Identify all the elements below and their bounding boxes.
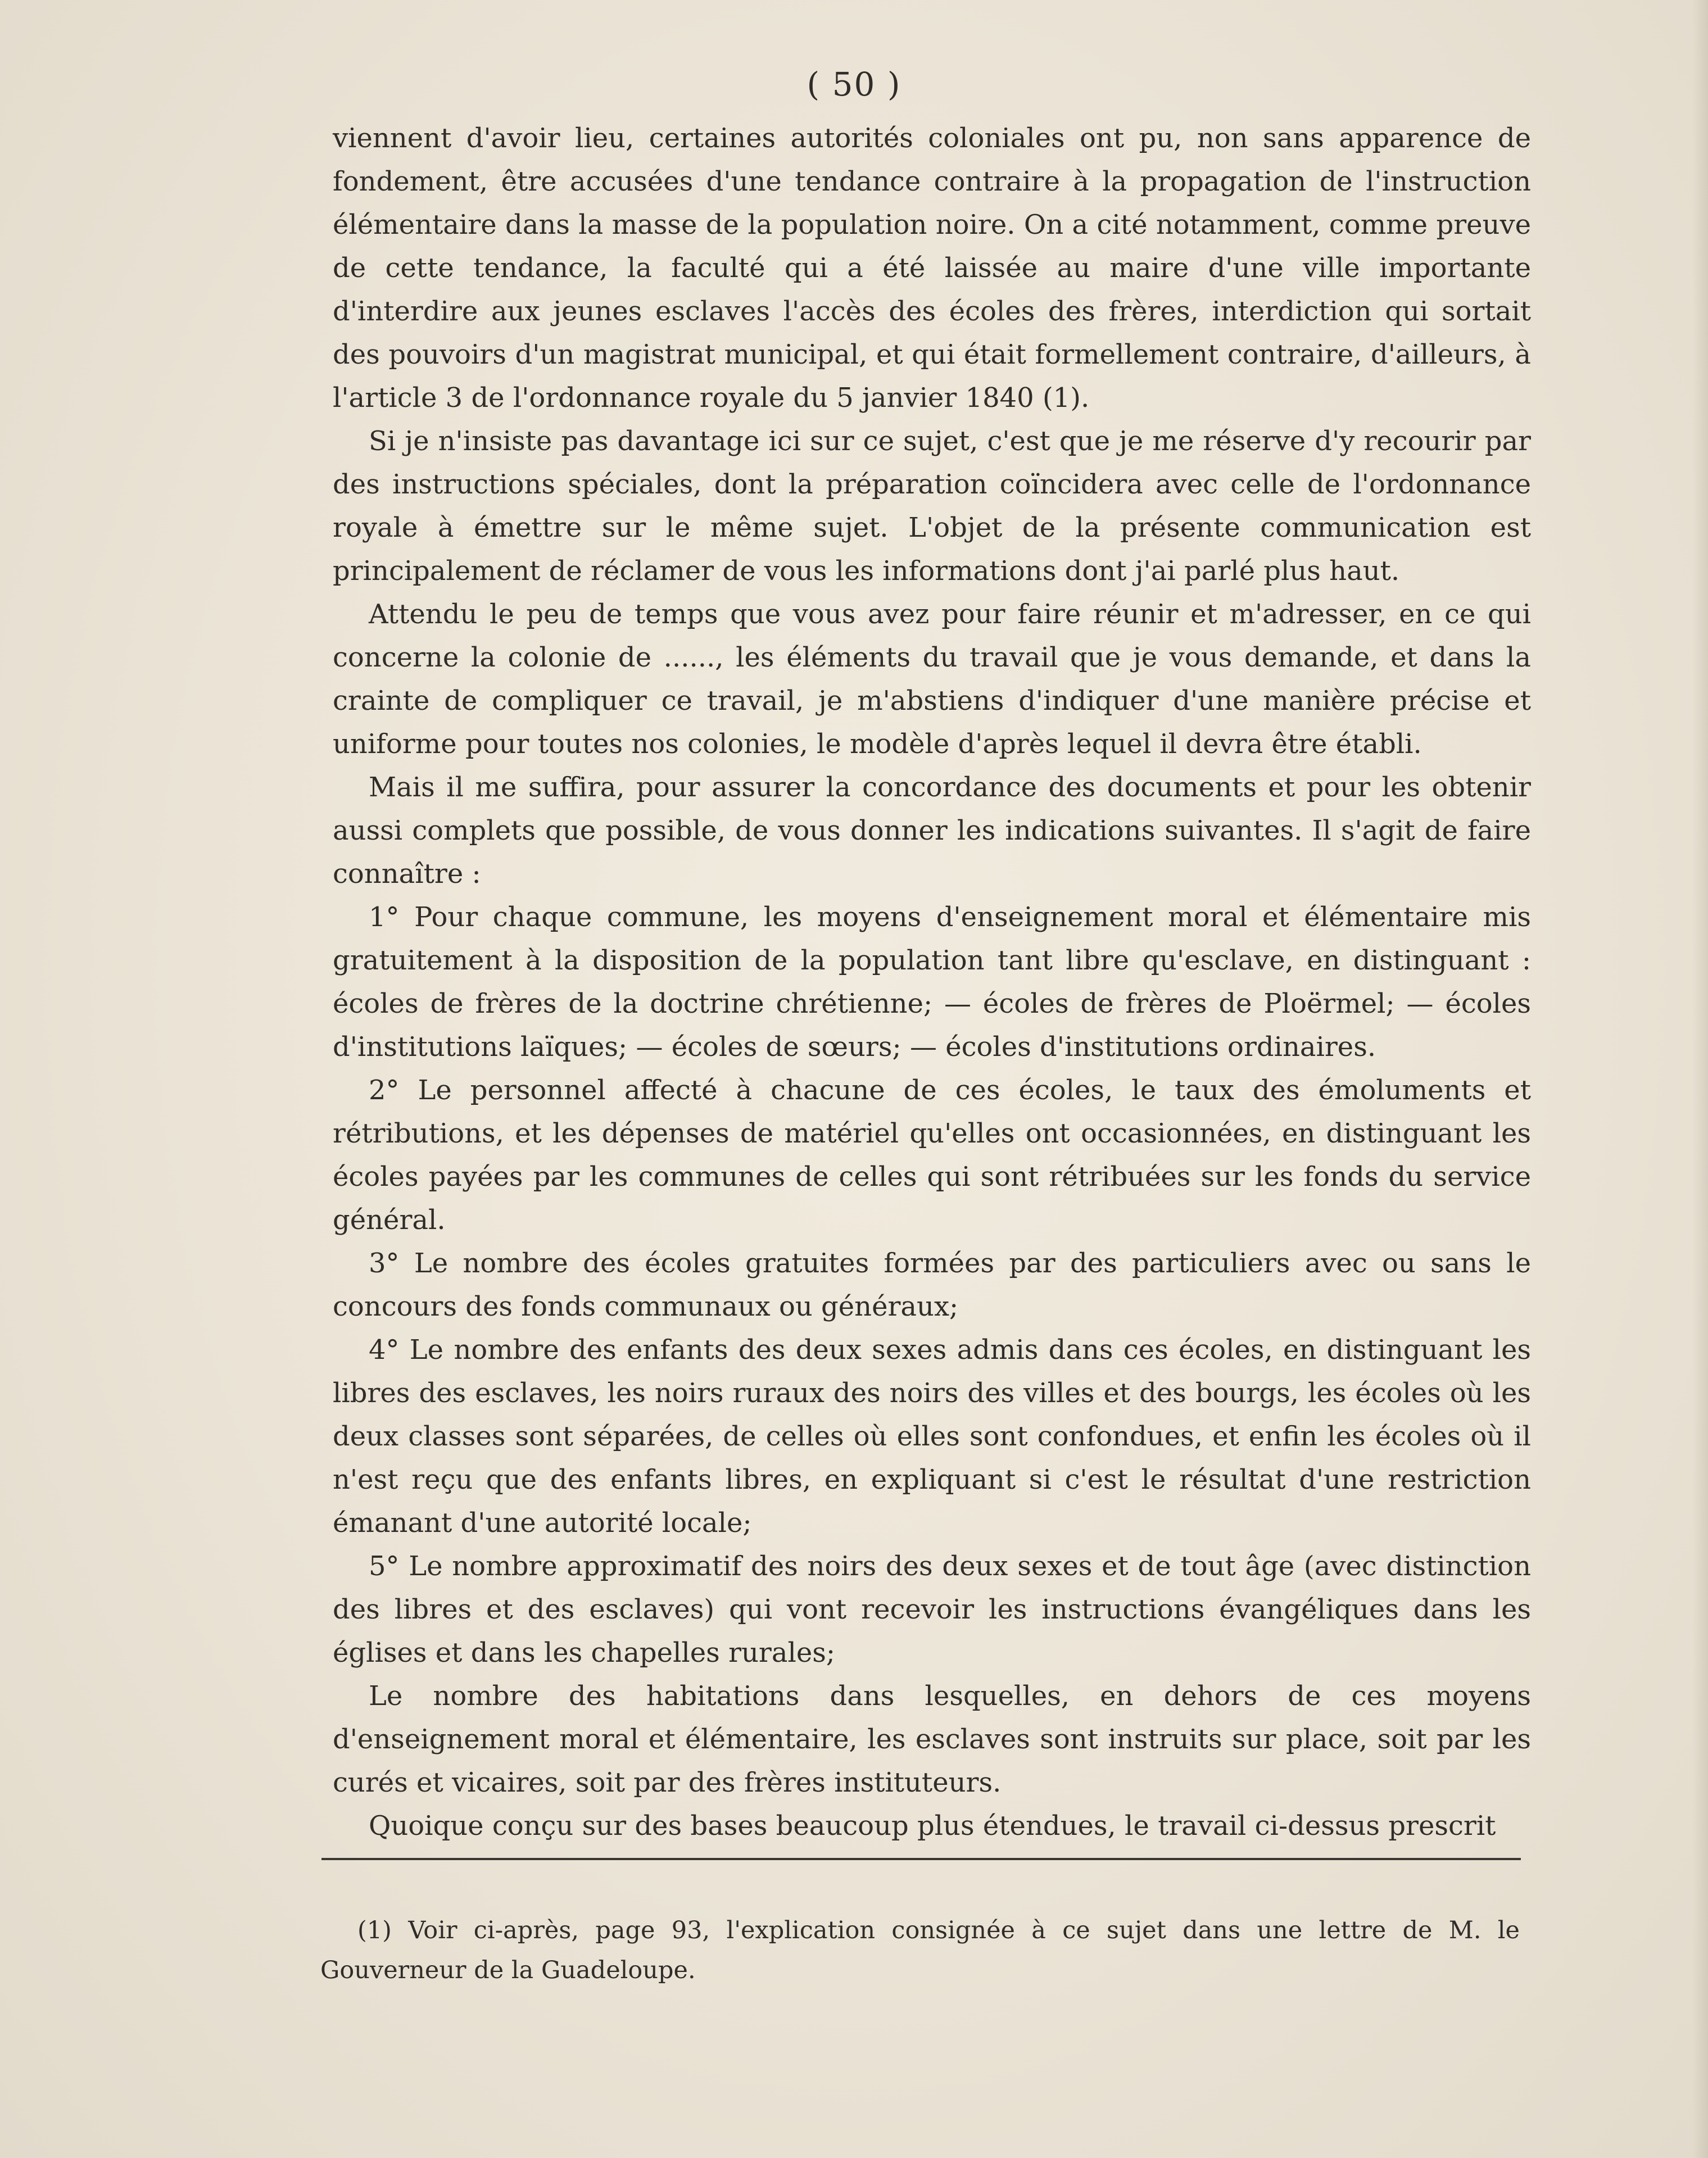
footnote: (1) Voir ci-après, page 93, l'explication consignée à ce sujet dans une lettre de M. le Gouverneur de la Guadeloupe. (320, 1916, 1520, 1984)
paragraph-indications: Mais il me suffira, pour assurer la concordance des documents et pour les obtenir aussi complets que possible, de vous donner les indications suivantes. Il s'agit de faire connaître : (333, 772, 1531, 890)
list-item-2: 2° Le personnel affecté à chacune de ces écoles, le taux des émoluments et rétributions, et les dépenses de matériel qu'elles ont occasionnées, en distinguant les écoles payées par les communes de celles qui sont rétribuées sur les fonds du service général. (333, 1075, 1531, 1236)
paragraph-habitations: Le nombre des habitations dans lesquelles, en dehors de ces moyens d'enseignement moral et élémentaire, les esclaves sont instruits sur place, soit par les curés et vicaires, soit par des frères instituteurs. (333, 1680, 1531, 1798)
list-item-1: 1° Pour chaque commune, les moyens d'enseignement moral et élémentaire mis gratuitement à la disposition de la population tant libre qu'esclave, en distinguant : écoles de frères de la doctrine chrétienne; — écoles de frères de Ploërmel; — écoles d'institutions laïques; — écoles de sœurs; — écoles d'institutions ordinaires. (333, 901, 1531, 1063)
paragraph-continuation: viennent d'avoir lieu, certaines autorités coloniales ont pu, non sans apparence de fondement, être accusées d'une tendance contraire à la propagation de l'instruction élémentaire dans la masse de la population noire. On a cité notamment, comme preuve de cette tendance, la faculté qui a été laissée au maire d'une ville importante d'interdire aux jeunes esclaves l'accès des écoles des frères, interdiction qui sortait des pouvoirs d'un magistrat municipal, et qui était formellement contraire, d'ailleurs, à l'article 3 de l'ordonnance royale du 5 janvier 1840 (1). (333, 123, 1531, 414)
footnote-divider (321, 1858, 1521, 1860)
list-item-3: 3° Le nombre des écoles gratuites formées par des particuliers avec ou sans le concours des fonds communaux ou généraux; (333, 1248, 1531, 1322)
body-text (333, 117, 1531, 1848)
paragraph-time-constraint: Attendu le peu de temps que vous avez pour faire réunir et m'adresser, en ce qui concerne la colonie de ......, les éléments du travail que je vous demande, et dans la crainte de compliquer ce travail, je m'abstiens d'indiquer d'une manière précise et uniforme pour toutes nos colonies, le modèle d'après lequel il devra être établi. (333, 599, 1531, 760)
list-item-5: 5° Le nombre approximatif des noirs des deux sexes et de tout âge (avec distinction des libres et des esclaves) qui vont recevoir les instructions évangéliques dans les églises et dans les chapelles rurales; (333, 1551, 1531, 1669)
page-number: ( 50 ) (807, 65, 901, 103)
paragraph-closing: Quoique conçu sur des bases beaucoup plus étendues, le travail ci-dessus prescrit (369, 1810, 1496, 1842)
page-edge-shadow (1692, 0, 1708, 2158)
paragraph-special-instructions: Si je n'insiste pas davantage ici sur ce sujet, c'est que je me réserve d'y recourir par des instructions spéciales, dont la préparation coïncidera avec celle de l'ordonnance royale à émettre sur le même sujet. L'objet de la présente communication est principalement de réclamer de vous les informations dont j'ai parlé plus haut. (333, 425, 1531, 587)
list-item-4: 4° Le nombre des enfants des deux sexes admis dans ces écoles, en distinguant les libres des esclaves, les noirs ruraux des noirs des villes et des bourgs, les écoles où les deux classes sont séparées, de celles où elles sont confondues, et enfin les écoles où il n'est reçu que des enfants libres, en expliquant si c'est le résultat d'une restriction émanant d'une autorité locale; (333, 1334, 1531, 1539)
